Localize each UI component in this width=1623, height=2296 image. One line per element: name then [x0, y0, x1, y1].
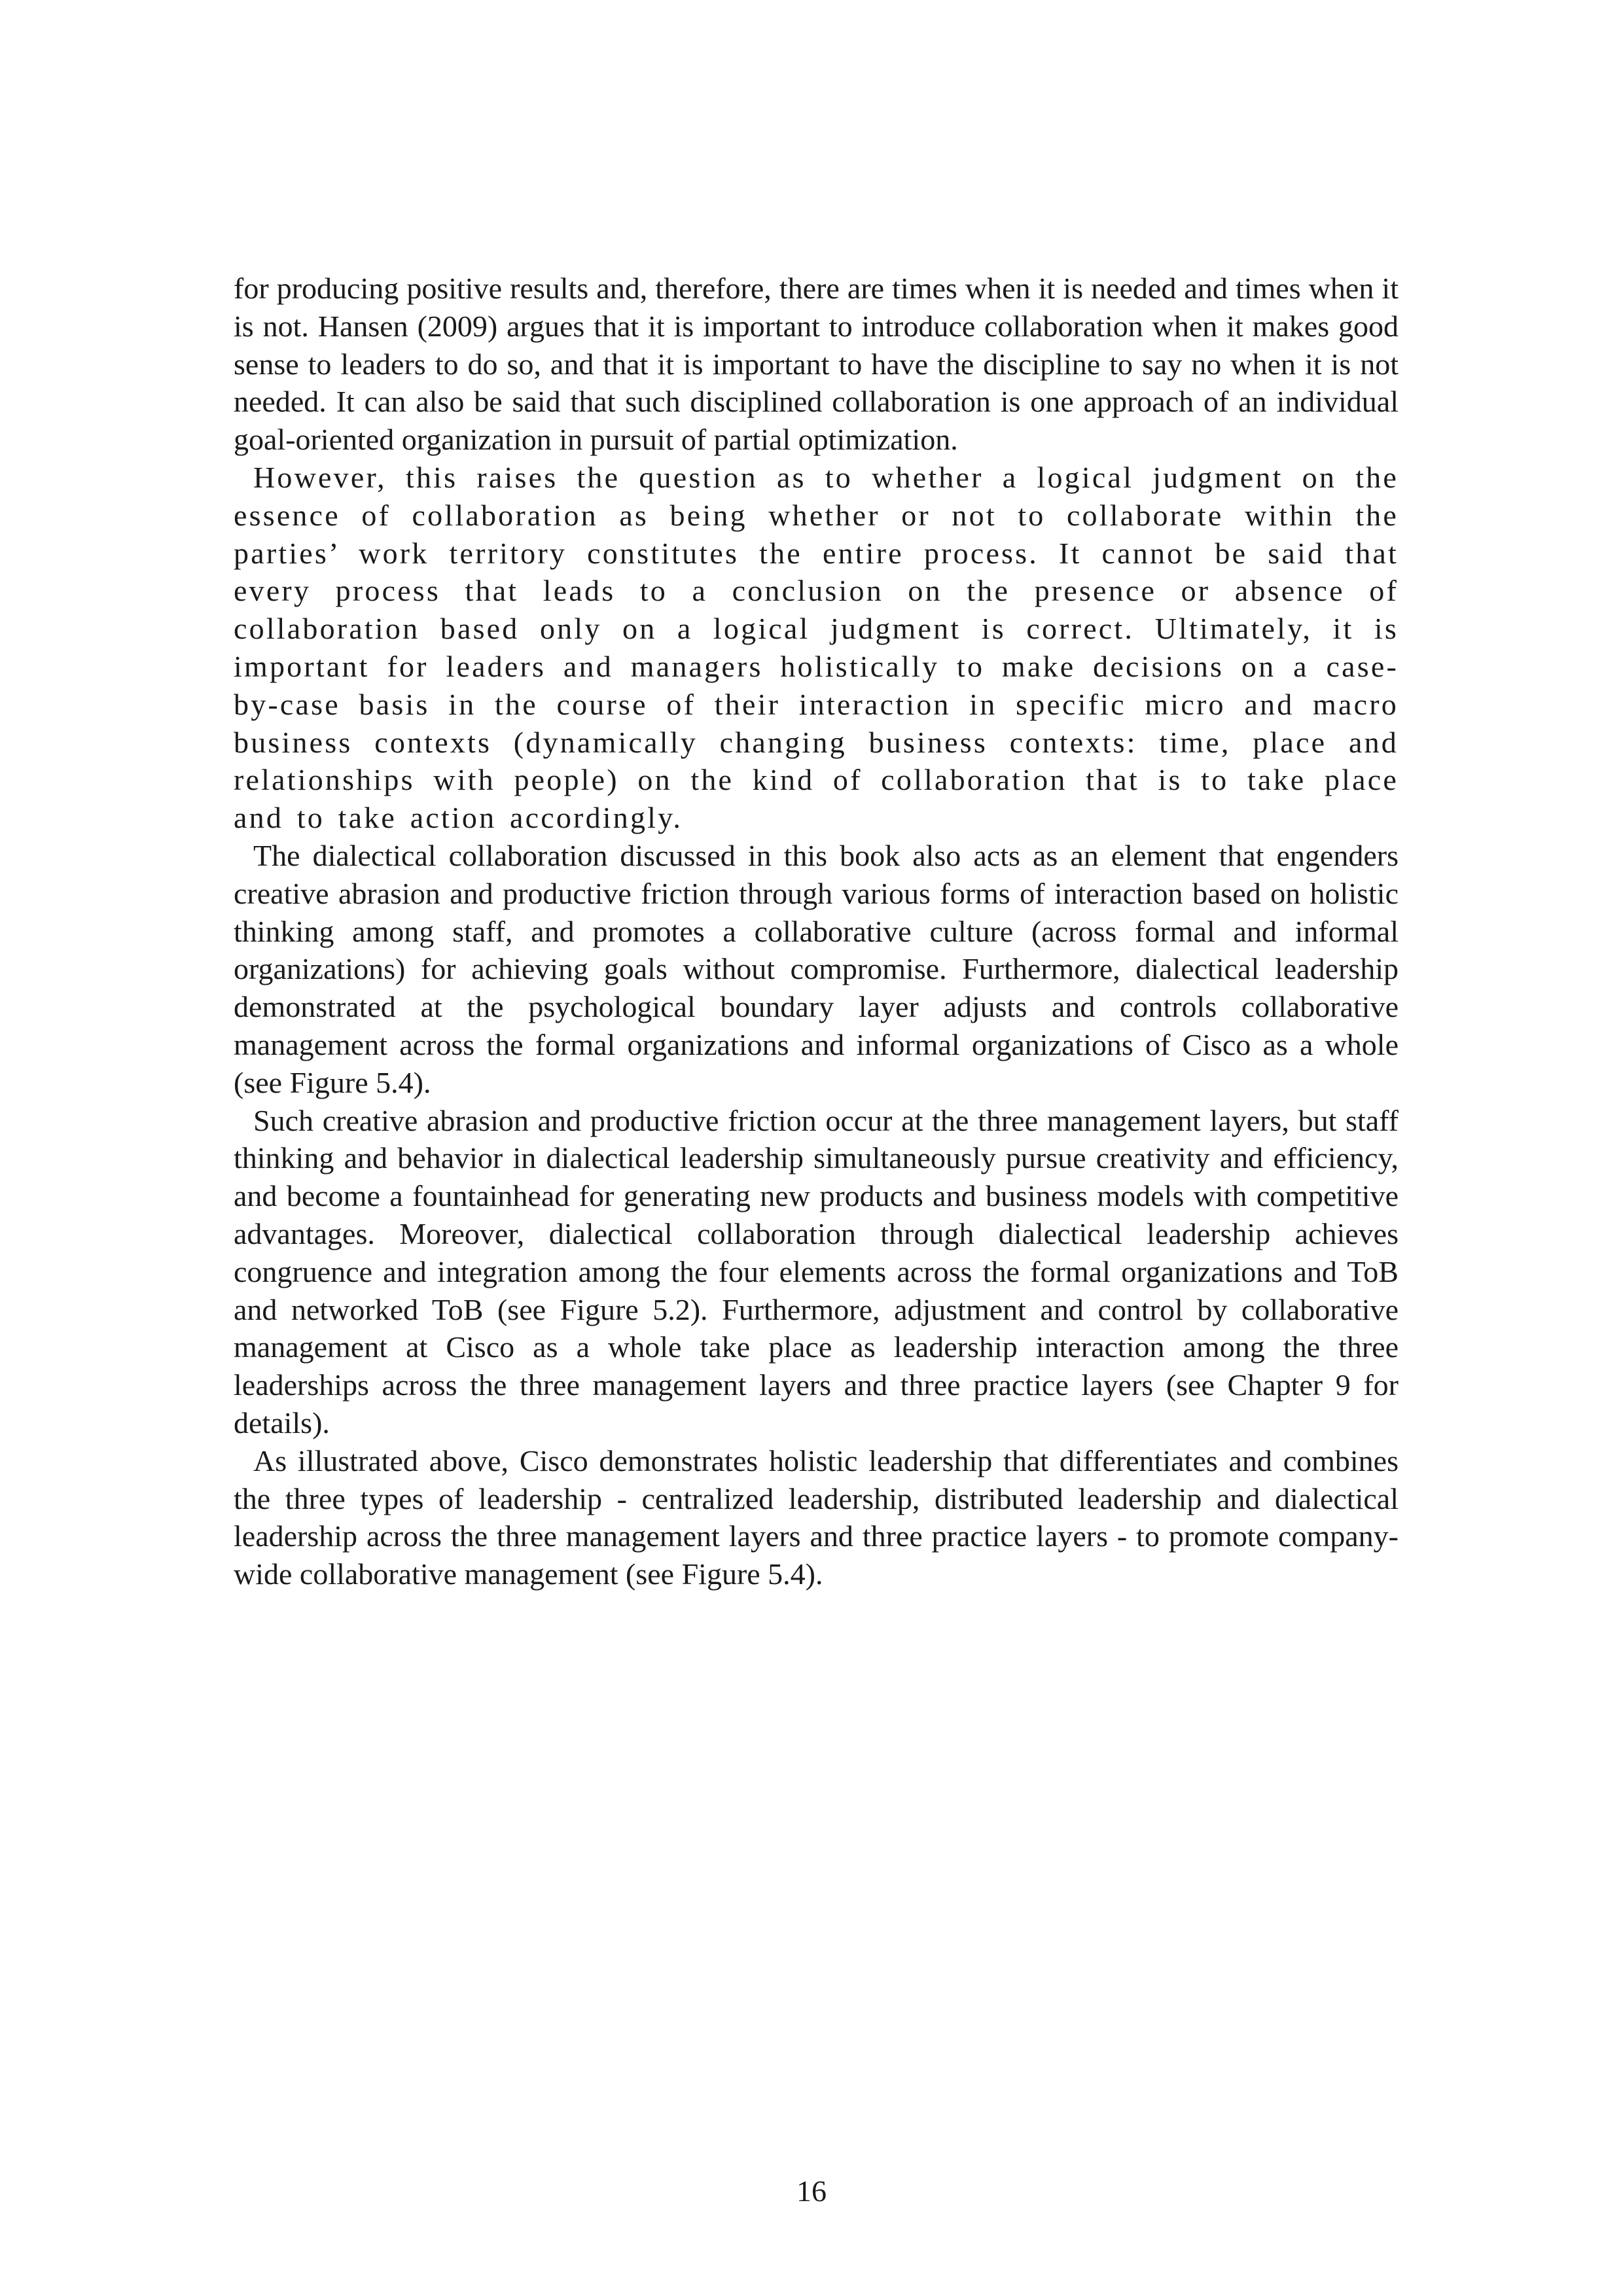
body-text: [234, 270, 1399, 1593]
paragraph-2: However, this raises the question as to whether a logical judgment on the essence of collaboration as being whether or not to collaborate within the parties’ work territory constitutes the entire process. It cannot be said that every process that leads to a conclusion on the presence or absence of collaboration based only on a logical judgment is correct. Ultimately, it is important for leaders and managers holistically to make decisions on a case-by-case basis in the course of their interaction in specific micro and macro business contexts (dynamically changing business contexts: time, place and relationships with people) on the kind of collaboration that is to take place and to take action accordingly.: [234, 460, 1399, 835]
paragraph-4: Such creative abrasion and productive friction occur at the three management layers, but staff thinking and behavior in dialectical leadership simultaneously pursue creativity and efficiency, and become a fountainhead for generating new products and business models with competitive advantages. Moreover, dialectical collaboration through dialectical leadership achieves congruence and integration among the four elements across the formal organizations and ToB and networked ToB (see Figure 5.2). Furthermore, adjustment and control by collaborative management at Cisco as a whole take place as leadership interaction among the three leaderships across the three management layers and three practice layers (see Chapter 9 for details).: [234, 1103, 1399, 1439]
page-number: 16: [796, 2174, 827, 2208]
paragraph-1: for producing positive results and, therefore, there are times when it is needed and times when it is not. Hansen (2009) argues that it is important to introduce collaboration when it makes good sense to leaders to do so, and that it is important to have the discipline to say no when it is not needed. It can also be said that such disciplined collaboration is one approach of an individual goal-oriented organization in pursuit of partial optimization.: [234, 272, 1399, 457]
paragraph-3: The dialectical collaboration discussed in this book also acts as an element that engenders creative abrasion and productive friction through various forms of interaction based on holistic thinking among staff, and promotes a collaborative culture (across formal and informal organizations) for achieving goals without compromise. Furthermore, dialectical leadership demonstrated at the psychological boundary layer adjusts and controls collaborative management across the formal organizations and informal organizations of Cisco as a whole (see Figure 5.4).: [234, 838, 1399, 1099]
paragraph-5: As illustrated above, Cisco demonstrates holistic leadership that differentiates and combines the three types of leadership - centralized leadership, distributed leadership and dialectical leadership across the three management layers and three practice layers - to promote company-wide collaborative management (see Figure 5.4).: [234, 1443, 1399, 1591]
